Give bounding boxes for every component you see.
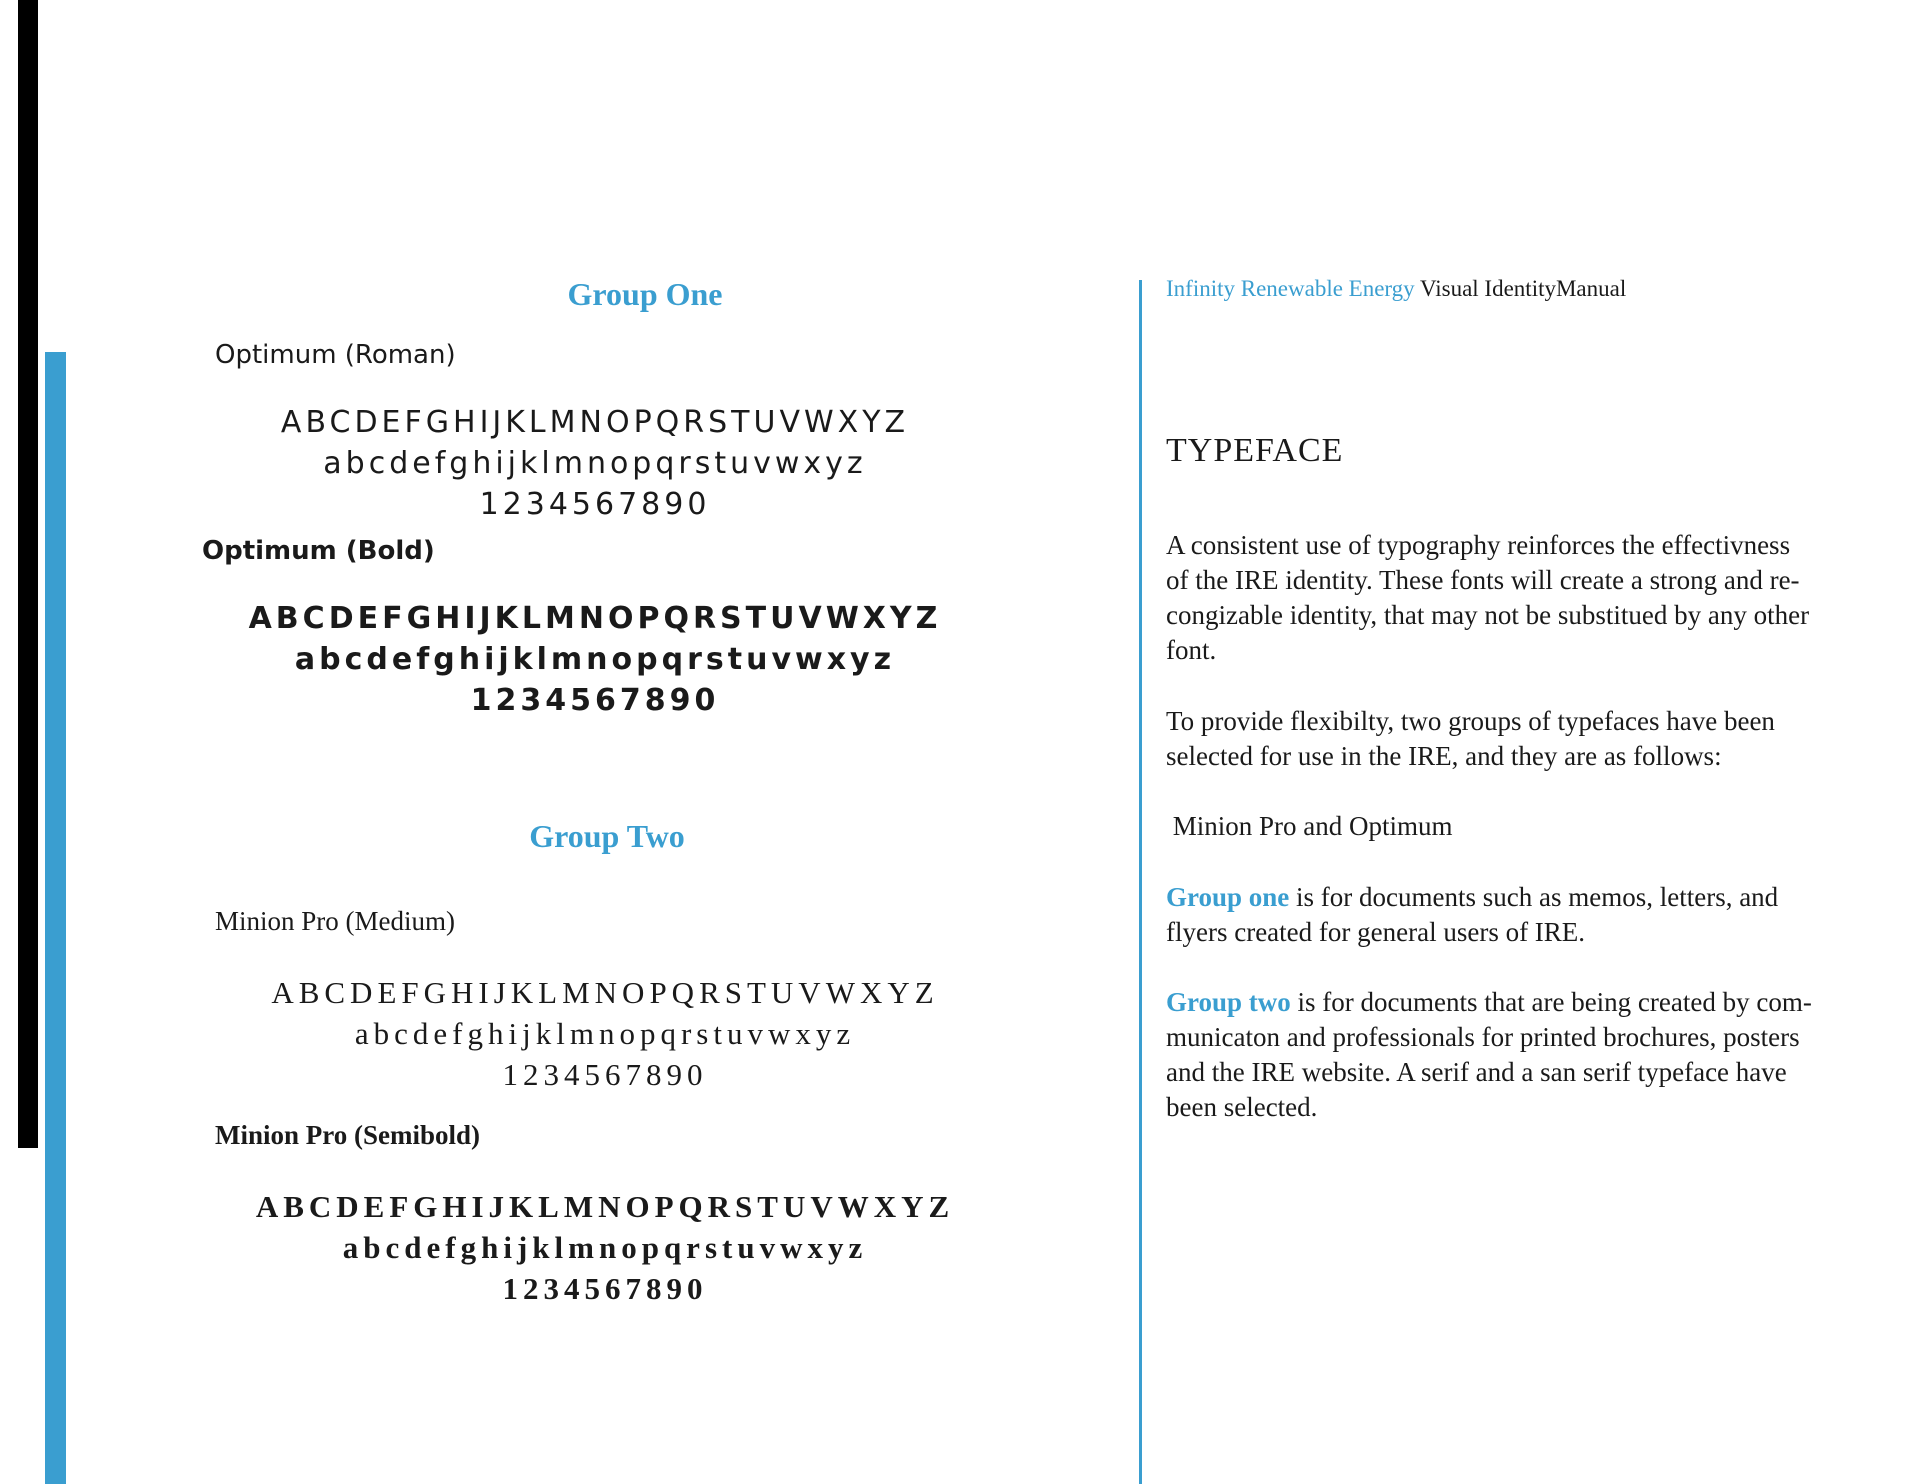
- group-two-text: is for documents that are being created by com-: [1290, 987, 1812, 1017]
- optimum-roman-lowercase: abcdefghijklmnopqrstuvwxyz: [323, 446, 867, 481]
- group-two-paragraph: [1166, 985, 1866, 1125]
- manual-title: Visual IdentityManual: [1420, 276, 1627, 301]
- optimum-bold-numbers: 1234567890: [470, 683, 720, 718]
- brand-name: Infinity Renewable Energy: [1166, 276, 1415, 301]
- intro-line: of the IRE identity. These fonts will create a strong and re-: [1166, 565, 1800, 595]
- running-header: [1166, 276, 1626, 302]
- intro-line: congizable identity, that may not be substitued by any other: [1166, 600, 1810, 630]
- fonts-line: Minion Pro and Optimum: [1166, 811, 1453, 841]
- optimum-bold-uppercase: ABCDEFGHIJKLMNOPQRSTUVWXYZ: [248, 601, 942, 636]
- minion-semibold-numbers: 1234567890: [502, 1271, 708, 1306]
- optimum-roman-label: Optimum (Roman): [215, 340, 456, 370]
- minion-medium-sample: [180, 972, 1030, 1095]
- intro-paragraph: [1166, 528, 1866, 668]
- left-black-bar: [18, 0, 38, 1148]
- group-two-text: and the IRE website. A serif and a san serif typeface have: [1166, 1057, 1787, 1087]
- flexibility-line: selected for use in the IRE, and they are as follows:: [1166, 741, 1722, 771]
- minion-medium-lowercase: abcdefghijklmnopqrstuvwxyz: [354, 1016, 856, 1051]
- group-one-text: flyers created for general users of IRE.: [1166, 917, 1586, 947]
- intro-line: font.: [1166, 635, 1217, 665]
- minion-medium-label: Minion Pro (Medium): [215, 906, 455, 936]
- minion-semibold-lowercase: abcdefghijklmnopqrstuvwxyz: [342, 1230, 868, 1265]
- optimum-bold-lowercase: abcdefghijklmnopqrstuvwxyz: [294, 642, 896, 677]
- minion-semibold-sample: [180, 1186, 1030, 1309]
- optimum-roman-sample: [170, 402, 1020, 525]
- group-one-text: is for documents such as memos, letters, and: [1289, 882, 1779, 912]
- group-one-term: Group one: [1166, 882, 1290, 912]
- flexibility-paragraph: [1166, 704, 1866, 774]
- minion-medium-uppercase: ABCDEFGHIJKLMNOPQRSTUVWXYZ: [271, 975, 939, 1010]
- intro-line: A consistent use of typography reinforces the effectivness: [1166, 530, 1791, 560]
- minion-medium-numbers: 1234567890: [502, 1057, 708, 1092]
- group-two-text: been selected.: [1166, 1092, 1318, 1122]
- group-one-heading: Group One: [567, 276, 723, 312]
- optimum-roman-uppercase: ABCDEFGHIJKLMNOPQRSTUVWXYZ: [280, 405, 910, 440]
- group-two-text: municaton and professionals for printed brochures, posters: [1166, 1022, 1800, 1052]
- optimum-bold-label: Optimum (Bold): [202, 536, 435, 566]
- optimum-bold-sample: [170, 598, 1020, 721]
- fonts-paragraph: [1166, 809, 1866, 844]
- column-divider: [1139, 280, 1142, 1484]
- minion-semibold-uppercase: ABCDEFGHIJKLMNOPQRSTUVWXYZ: [255, 1189, 955, 1224]
- group-two-heading: Group Two: [529, 818, 685, 854]
- optimum-roman-numbers: 1234567890: [479, 487, 711, 522]
- group-two-term: Group two: [1166, 987, 1291, 1017]
- minion-semibold-label: Minion Pro (Semibold): [215, 1120, 481, 1150]
- group-one-paragraph: [1166, 880, 1866, 950]
- left-blue-bar: [45, 352, 66, 1484]
- flexibility-line: To provide flexibilty, two groups of typefaces have been: [1166, 706, 1775, 736]
- section-title: TYPEFACE: [1166, 432, 1344, 469]
